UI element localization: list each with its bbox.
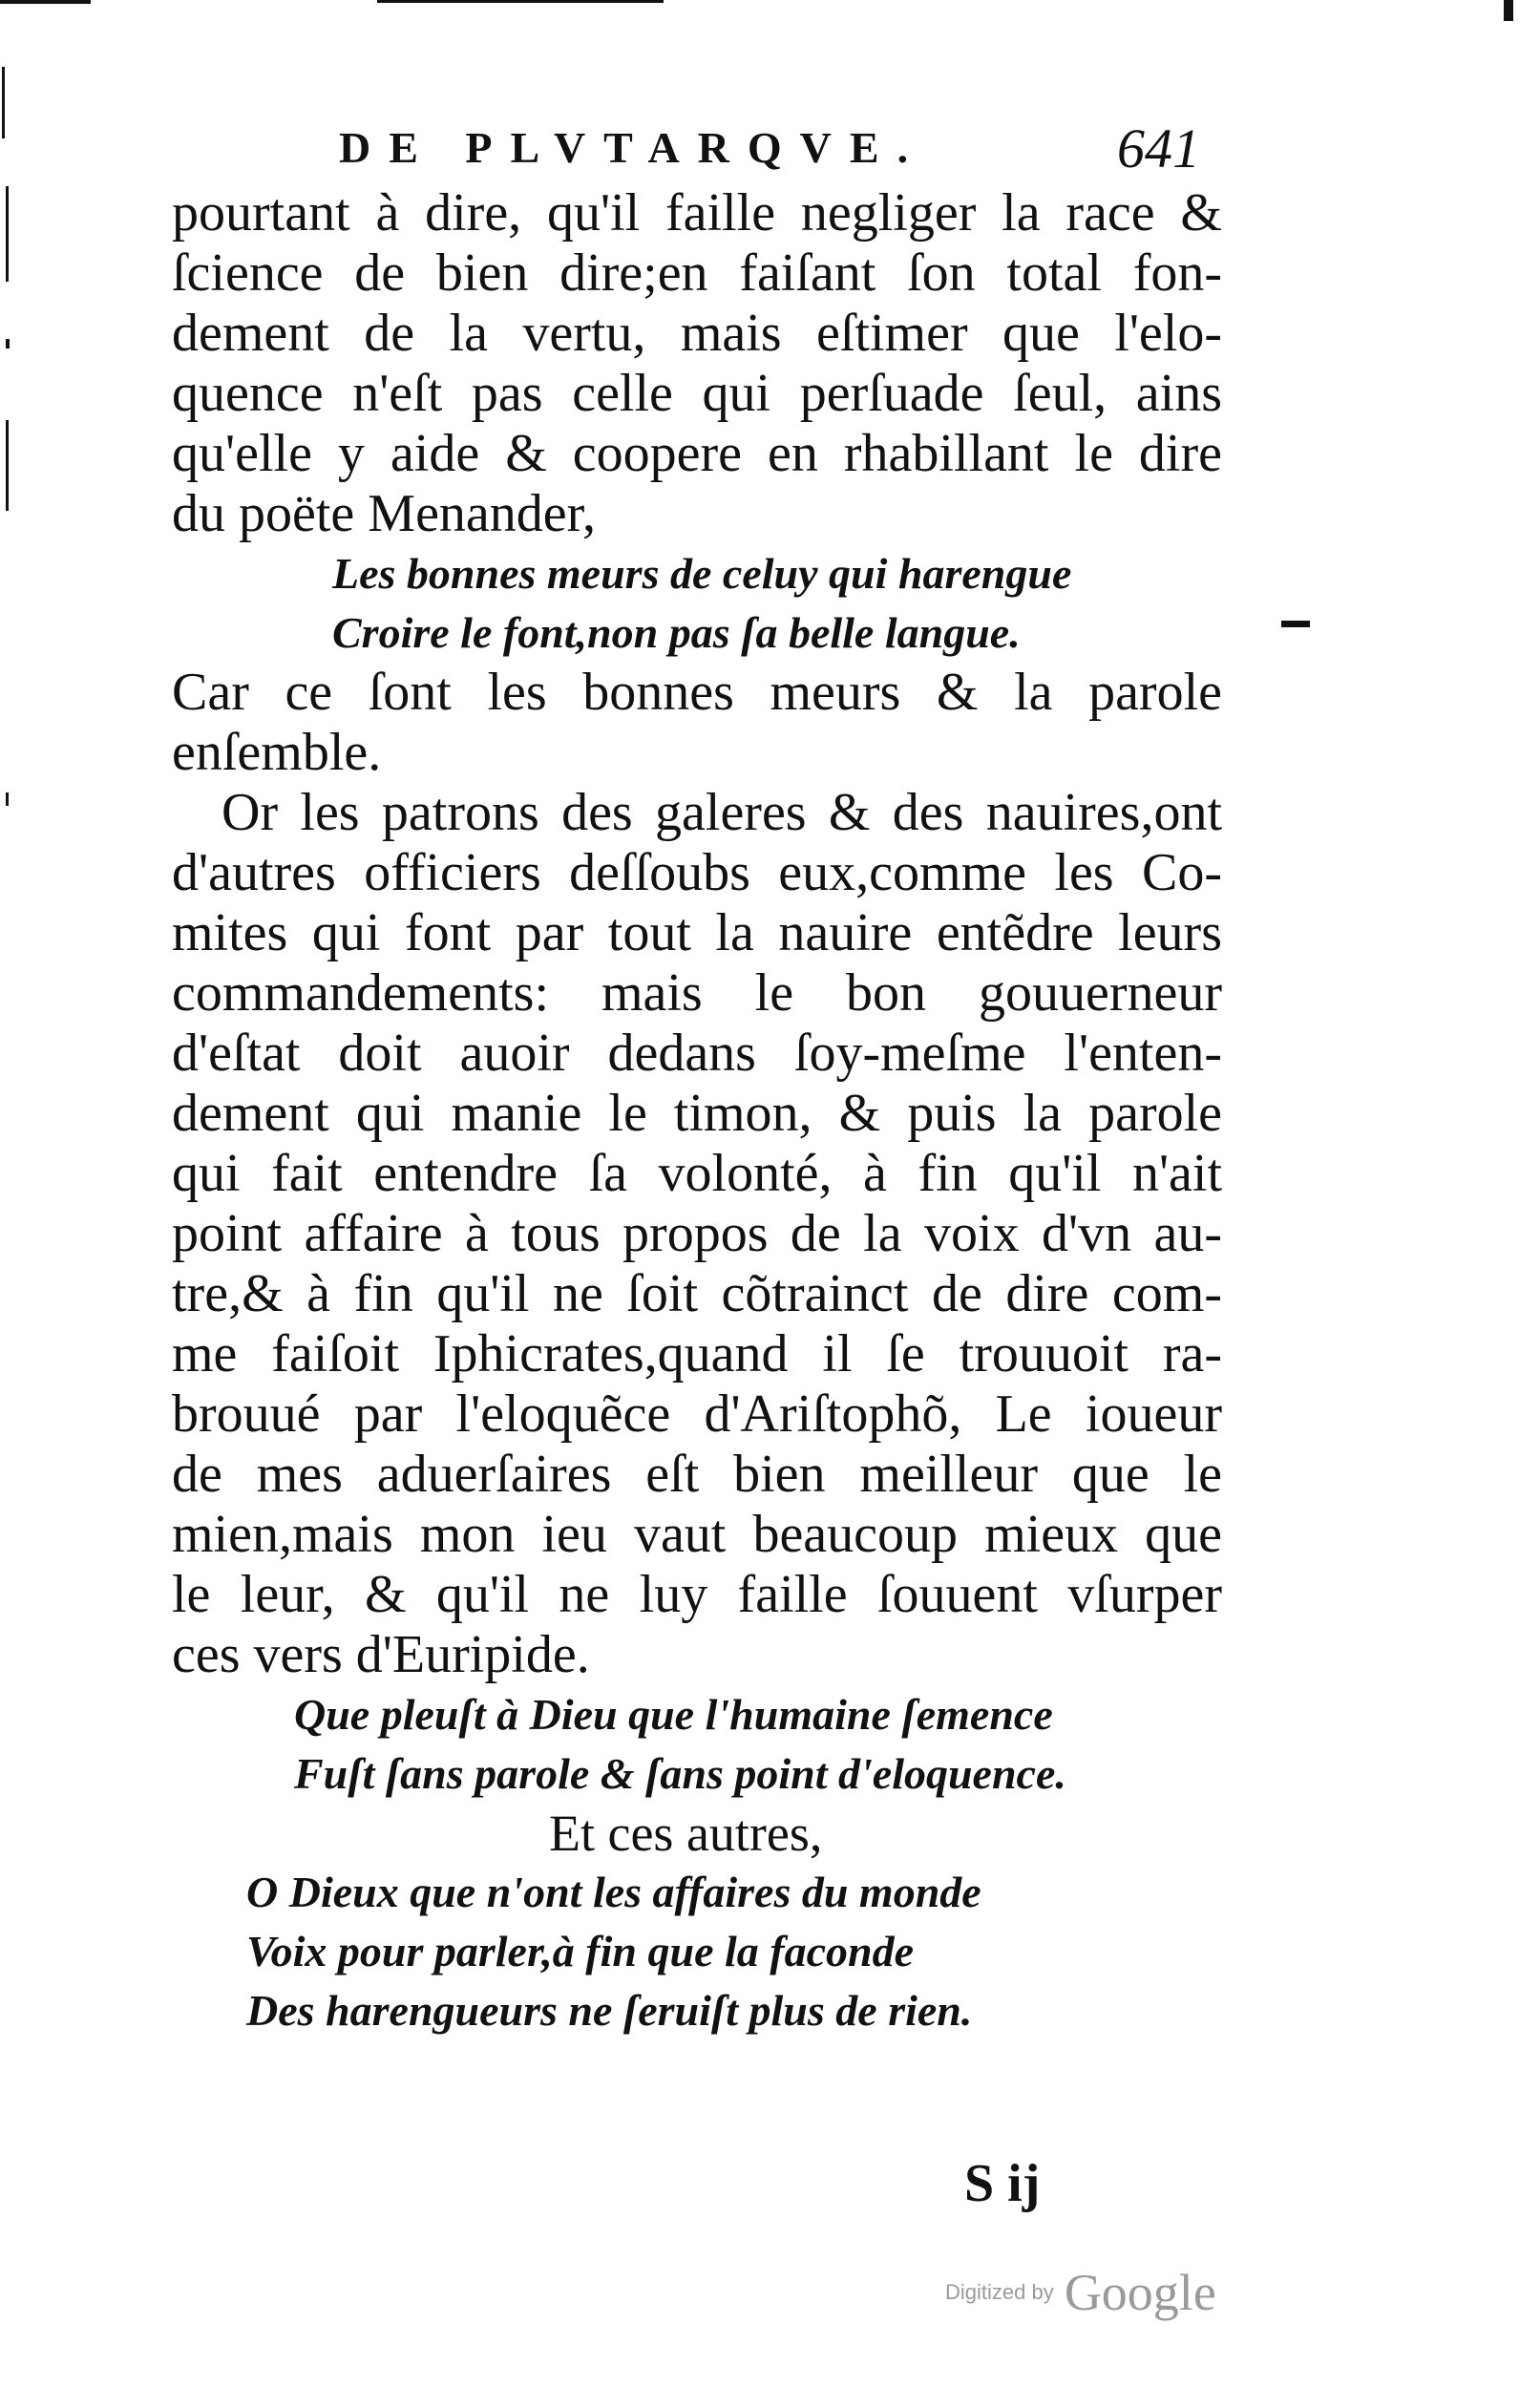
verse-line: Fuſt ſans parole & ſans point d'eloquence. [294,1749,1066,1798]
verse-line: Des harengueurs ne ſeruiſt plus de rien. [246,1986,973,2035]
text-line: ſcience de bien dire;en faiſant ſon total fon- [172,243,1222,303]
verse-line: Croire le font,non pas ſa belle langue. [332,608,1021,657]
text-line: enſemble. [172,723,382,782]
running-head: DE PLVTARQVE. [339,123,927,172]
text-line: pourtant à dire, qu'il faille negliger la race & [172,183,1222,243]
text-line: ces vers d'Euripide. [172,1625,590,1684]
scan-edge-mark [377,0,664,3]
scan-edge-mark [6,186,9,282]
scan-edge-mark [6,792,9,806]
text-line: quence n'eſt pas celle qui perſuade ſeul, ains [172,364,1222,423]
text-line: d'autres officiers deſſoubs eux,comme les Co- [172,843,1222,902]
text-line: de mes aduerſaires eſt bien meilleur que le [172,1445,1222,1504]
scan-edge-mark [1504,0,1513,21]
text-line: qui fait entendre ſa volonté, à fin qu'il n'ait [172,1144,1222,1203]
text-line: mites qui font par tout la nauire entẽdre leurs [172,903,1222,962]
verse-line: O Dieux que n'ont les affaires du monde [246,1868,981,1916]
text-line: dement de la vertu, mais eſtimer que l'elo- [172,304,1222,363]
scan-edge-mark [6,420,9,511]
text-line: Or les patrons des galeres & des nauires,ont [222,783,1222,842]
text-line: dement qui manie le timon, & puis la parole [172,1084,1222,1143]
verse-line: Voix pour parler,à fin que la faconde [246,1927,915,1975]
transition-line: Et ces autres, [549,1805,823,1862]
text-line: point affaire à tous propos de la voix d'vn au- [172,1204,1222,1263]
text-line: Car ce ſont les bonnes meurs & la parole [172,663,1222,722]
text-line: brouué par l'eloquẽce d'Ariſtophõ, Le ioueur [172,1384,1222,1444]
text-line: du poëte Menander, [172,484,597,543]
google-logo: Google [1064,2264,1216,2321]
digitized-watermark [945,2263,1216,2322]
text-line: qu'elle y aide & coopere en rhabillant le dire [172,424,1222,483]
body-text [172,183,1222,2040]
verse-line: Que pleuſt à Dieu que l'humaine ſemence [294,1690,1053,1739]
verse-line: Les bonnes meurs de celuy qui harengue [332,549,1072,598]
scan-edge-mark [2,67,5,138]
text-line: tre,& à fin qu'il ne ſoit cõtrainct de dire com- [172,1264,1222,1323]
text-line: le leur, & qu'il ne luy faille ſouuent vſurper [172,1565,1222,1624]
text-line: d'eſtat doit auoir dedans ſoy-meſme l'enten- [172,1024,1222,1083]
scan-edge-mark [0,0,91,4]
page-number: 641 [1117,117,1200,180]
signature-mark: S ij [964,2154,1041,2213]
scan-edge-mark [1281,621,1310,627]
watermark-prefix: Digitized by [945,2280,1054,2304]
text-line: commandements: mais le bon gouuerneur [172,963,1222,1023]
scan-edge-mark [6,339,10,349]
text-line: mien,mais mon ieu vaut beaucoup mieux que [172,1505,1222,1564]
text-line: me faiſoit Iphicrates,quand il ſe trouuoit ra- [172,1324,1222,1384]
